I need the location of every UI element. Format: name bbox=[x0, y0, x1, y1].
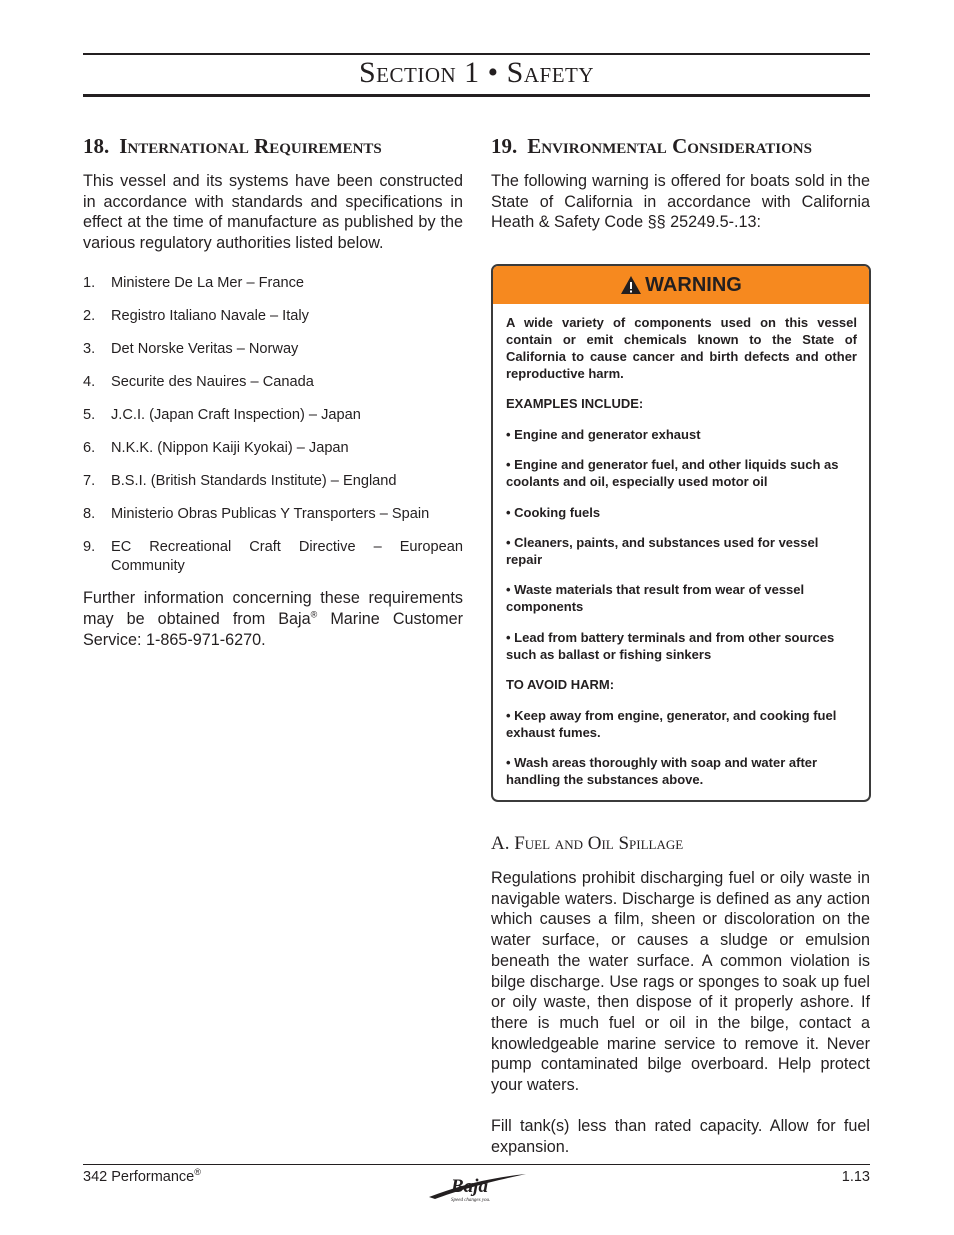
list-item bbox=[83, 505, 463, 524]
header-top-rule bbox=[83, 53, 870, 55]
warning-line: EXAMPLES INCLUDE: bbox=[506, 396, 644, 412]
further-text-a: Further information concerning these requirements may be obtained from Baja bbox=[83, 589, 463, 628]
environmental-section bbox=[491, 134, 870, 233]
section-18-number: 18. bbox=[83, 134, 110, 158]
page-number: 1.13 bbox=[841, 1169, 870, 1185]
baja-logo bbox=[425, 1170, 531, 1204]
further-text-b: Marine Customer Service: 1-865-971-6270. bbox=[83, 609, 464, 649]
section-18-intro: This vessel and its systems have been constructed in accordance with standards and specifications in effect at the time of manufacture as published by the various regulatory authorities listed below. bbox=[83, 172, 463, 252]
further-information-text bbox=[83, 588, 463, 650]
list-item-number: 8. bbox=[83, 506, 96, 523]
list-item-number: 1. bbox=[83, 275, 96, 292]
list-item-number: 4. bbox=[83, 374, 96, 391]
header-bottom-rule bbox=[83, 94, 870, 97]
footer-rule bbox=[83, 1164, 870, 1165]
baja-logo-tagline: Speed changes you. bbox=[451, 1198, 491, 1203]
footer-model-name: 342 Performance bbox=[83, 1169, 195, 1185]
page-title: Section 1 • Safety bbox=[358, 56, 595, 89]
list-item-number: 6. bbox=[83, 440, 96, 457]
warning-line: • Cleaners, paints, and substances used for vessel repair bbox=[506, 534, 819, 567]
warning-line: • Lead from battery terminals and from other sources such as ballast or fishing sinkers bbox=[506, 629, 835, 662]
warning-line: A wide variety of components used on this vessel contain or emit chemicals known to the State of California to cause cancer and birth defects and other reproductive harm. bbox=[506, 315, 857, 381]
footer-model bbox=[83, 1169, 201, 1185]
fuel-oil-spillage-heading: A. Fuel and Oil Spillage bbox=[491, 833, 684, 854]
spillage-paragraph-2: Fill tank(s) less than rated capacity. Allow for fuel expansion. bbox=[491, 1117, 870, 1157]
list-item bbox=[83, 472, 463, 491]
section-19-title: Environmental Considerations bbox=[527, 134, 812, 158]
list-item bbox=[83, 373, 463, 392]
registered-mark: ® bbox=[310, 609, 318, 620]
list-item-text: Det Norske Veritas – Norway bbox=[111, 341, 299, 358]
warning-line: • Wash areas thoroughly with soap and water after handling the substances above. bbox=[506, 754, 818, 787]
footer-registered-mark: ® bbox=[194, 1167, 201, 1178]
warning-line: • Engine and generator exhaust bbox=[506, 426, 701, 442]
section-18-title: International Requirements bbox=[119, 134, 382, 158]
list-item-number: 5. bbox=[83, 407, 96, 424]
list-item-text: N.K.K. (Nippon Kaiji Kyokai) – Japan bbox=[111, 440, 349, 457]
section-19-intro: The following warning is offered for boats sold in the State of California in accordance with California Heath & Safety Code §§ 25249.5-.13: bbox=[491, 172, 870, 232]
warning-box bbox=[491, 264, 871, 802]
list-item-text: B.S.I. (British Standards Institute) – England bbox=[111, 473, 397, 490]
warning-body bbox=[493, 304, 869, 788]
list-item bbox=[83, 439, 463, 458]
warning-line: • Cooking fuels bbox=[506, 504, 601, 520]
section-18-heading bbox=[83, 134, 463, 159]
warning-header-bar bbox=[493, 266, 869, 304]
international-requirements-section bbox=[83, 134, 463, 650]
list-item-text: Ministere De La Mer – France bbox=[111, 275, 305, 292]
list-item bbox=[83, 340, 463, 359]
warning-line: • Engine and generator fuel, and other liquids such as coolants and oil, especially used motor oil bbox=[506, 457, 839, 490]
section-19-heading bbox=[491, 134, 870, 159]
list-item-text: Registro Italiano Navale – Italy bbox=[111, 308, 309, 325]
list-item-text: EC Recreational Craft Directive – European Community bbox=[111, 539, 463, 575]
warning-title: WARNING bbox=[645, 273, 742, 296]
list-item-number: 2. bbox=[83, 308, 96, 325]
spillage-paragraph-1: Regulations prohibit discharging fuel or oily waste in navigable waters. Discharge is defined as any action which causes a film, sheen or discoloration on the water surface, or causes a sludge or emulsion beneath the water surface. A common violation is bilge discharge. Use rags or sponges to soak up fuel or oily waste, then dispose of it properly ashore. If there is much fuel or oil in the bilge, contact a knowledgeable marine service to remove it. Never pump contaminated bilge overboard. Help protect your waters. bbox=[491, 869, 870, 1095]
authorities-list bbox=[83, 274, 463, 576]
list-item bbox=[83, 274, 463, 293]
list-item bbox=[83, 406, 463, 425]
baja-logo-text: Baja bbox=[451, 1176, 488, 1197]
list-item-number: 9. bbox=[83, 539, 96, 556]
list-item-number: 7. bbox=[83, 473, 96, 490]
section-19-number: 19. bbox=[491, 134, 518, 158]
list-item-text: Ministerio Obras Publicas Y Transporters – Spain bbox=[111, 506, 430, 523]
warning-line: • Waste materials that result from wear of vessel components bbox=[506, 582, 805, 615]
warning-triangle-icon bbox=[620, 275, 642, 295]
list-item-text: J.C.I. (Japan Craft Inspection) – Japan bbox=[111, 407, 361, 424]
warning-line: TO AVOID HARM: bbox=[506, 677, 615, 693]
list-item-number: 3. bbox=[83, 341, 96, 358]
list-item bbox=[83, 307, 463, 326]
warning-line: • Keep away from engine, generator, and cooking fuel exhaust fumes. bbox=[506, 707, 837, 740]
list-item-text: Securite des Nauires – Canada bbox=[111, 374, 314, 391]
list-item bbox=[83, 538, 463, 576]
fuel-oil-spillage-section bbox=[491, 868, 870, 1158]
